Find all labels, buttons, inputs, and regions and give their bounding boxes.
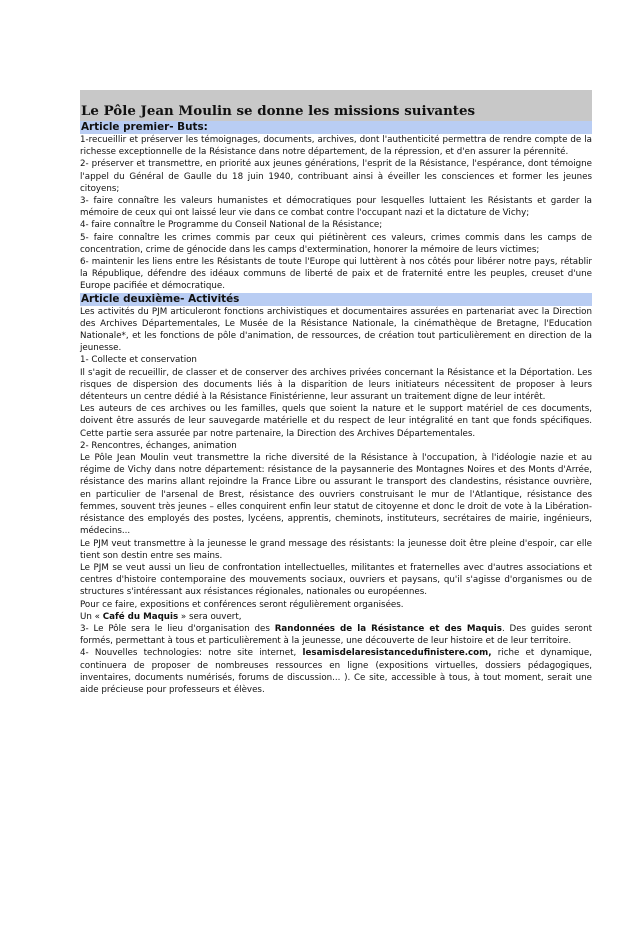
subsection-4-suffix: riche et dynamique, continuera de proposer de nombreuses ressources en ligne (expositions virtuelles, dossiers pédagogiques, inventaires, documents numérisés, forums de discussion... ). Ce site, accessible à tous, à tout moment, serait une aide précieuse pour professeurs et élèves. — [80, 648, 592, 695]
article1-item-6: 6- maintenir les liens entre les Résistants de toute l'Europe qui luttèrent à nos côtés pour libérer notre pays, rétablir la République, défendre des idéaux communs de liberté de paix et de fraternité entre les peuples, creuset d'une Europe pacifiée et démocratique. — [80, 257, 592, 292]
article1-body — [80, 134, 592, 293]
website-name: lesamisdelaresistancedufinistere.com, — [302, 648, 492, 659]
subsection-1-paragraph-2: Les auteurs de ces archives ou les familles, quels que soient la nature et le support matériel de ces documents, doivent être assurés de leur sauvegarde matérielle et du respect de leur intégralité en tant que fonds spécifiques. Cette partie sera assurée par notre partenaire, la Direction des Archives Départementales. — [80, 404, 592, 439]
article1-item-3: 3- faire connaître les valeurs humanistes et démocratiques pour lesquelles luttaient les Résistants et garder la mémoire de ceux qui ont laissé leur vie dans ce combat contre l'occupant nazi et la dictature de Vichy; — [80, 196, 592, 219]
article2-intro: Les activités du PJM articuleront fonctions archivistiques et documentaires assurées en partenariat avec la Direction des Archives Départementales, Le Musée de la Résistance Nationale, la cinémathèque de Bretagne, l'Education Nationale*, et les fonctions de pôle d'animation, de ressources, de création tout particulièrement en direction de la jeunesse. — [80, 306, 592, 354]
article2-body — [80, 306, 592, 697]
subsection-2-paragraph-4: Pour ce faire, expositions et conférences seront régulièrement organisées. — [80, 599, 404, 610]
subsection-3-prefix: 3- Le Pôle sera le lieu d'organisation des — [80, 623, 275, 634]
article1-item-4: 4- faire connaître le Programme du Conseil National de la Résistance; — [80, 220, 383, 231]
subsection-2-paragraph-1: Le Pôle Jean Moulin veut transmettre la riche diversité de la Résistance à l'occupation, à l'idéologie nazie et au régime de Vichy dans notre département: résistance de la paysannerie des Montagnes Noires et des Monts d'Arrée, résistance des marins allant rejoindre la France Libre ou assurant le transport des clandestins, résistance ouvrière, en particulier de l'arsenal de Brest, résistance des ouvriers construisant le mur de l'Atlantique, résistance des femmes, souvent très jeunes – elles conquirent enfin leur statut de citoyenne et donc le droit de vote à la Libération- résistance des employés des postes, lycéens, apprentis, cheminots, instituteurs, secrétaires de mairie, ingénieurs, médecins... — [80, 453, 592, 537]
subsection-3-paragraph — [80, 623, 592, 647]
subsection-1-paragraph-1: Il s'agit de recueillir, de classer et de conserver des archives privées concernant la Résistance et la Déportation. Les risques de dispersion des documents liés à la disparition de leurs initiateurs nécessitent de proposer à leurs détenteurs un centre dédié à la Résistance Finistérienne, leur assurant un traitement digne de leur intérêt. — [80, 367, 592, 403]
article1-item-1: 1-recueillir et préserver les témoignages, documents, archives, dont l'authenticité permettra de rendre compte de la richesse exceptionnelle de la Résistance dans notre département, de la répression, et d'en assurer la pérennité. — [80, 135, 592, 158]
subsection-3-suffix: . Des guides seront formés, permettant à tous et particulièrement à la jeunesse, une découverte de leur histoire et de leur territoire. — [80, 623, 593, 647]
subsection-1-title: 1- Collecte et conservation — [80, 355, 197, 366]
article1-heading: Article premier- Buts: — [80, 121, 592, 134]
subsection-4-prefix: 4- Nouvelles technologies: notre site internet, — [80, 648, 303, 659]
cafe-prefix: Un « — [80, 611, 103, 622]
subsection-4-paragraph — [80, 647, 592, 696]
cafe-name: Café du Maquis — [102, 611, 179, 622]
randonnees-name: Randonnées de la Résistance et des Maquis — [274, 623, 502, 634]
document-body — [80, 90, 592, 696]
cafe-du-maquis-line — [80, 611, 592, 623]
cafe-suffix: » sera ouvert, — [178, 611, 242, 622]
title-banner — [80, 90, 592, 121]
subsection-2-title: 2- Rencontres, échanges, animation — [80, 440, 237, 451]
page-title: Le Pôle Jean Moulin se donne les missions suivantes — [81, 103, 476, 119]
article1-item-2: 2- préserver et transmettre, en priorité aux jeunes générations, l'esprit de la Résistance, l'espérance, dont témoigne l'appel du Général de Gaulle du 18 juin 1940, contribuant ainsi à éveiller les consciences et former les jeunes citoyens; — [80, 159, 592, 194]
subsection-2-paragraph-2: Le PJM veut transmettre à la jeunesse le grand message des résistants: la jeunesse doit être pleine d'espoir, car elle tient son destin entre ses mains. — [80, 538, 592, 561]
subsection-2-paragraph-3: Le PJM se veut aussi un lieu de confrontation intellectuelles, militantes et fraternelles avec d'autres associations et centres d'histoire contemporaine des mouvements sociaux, ouvriers et paysans, qu'il s'agisse d'organismes ou de structures s'intéressant aux résistances régionales, nationales ou européennes. — [80, 562, 592, 598]
article2-heading: Article deuxième- Activités — [80, 293, 592, 306]
article1-item-5: 5- faire connaître les crimes commis par ceux qui piétinèrent ces valeurs, crimes commis dans les camps de concentration, crime de génocide dans les camps d'extermination, honorer la mémoire de leurs victimes; — [80, 232, 592, 255]
